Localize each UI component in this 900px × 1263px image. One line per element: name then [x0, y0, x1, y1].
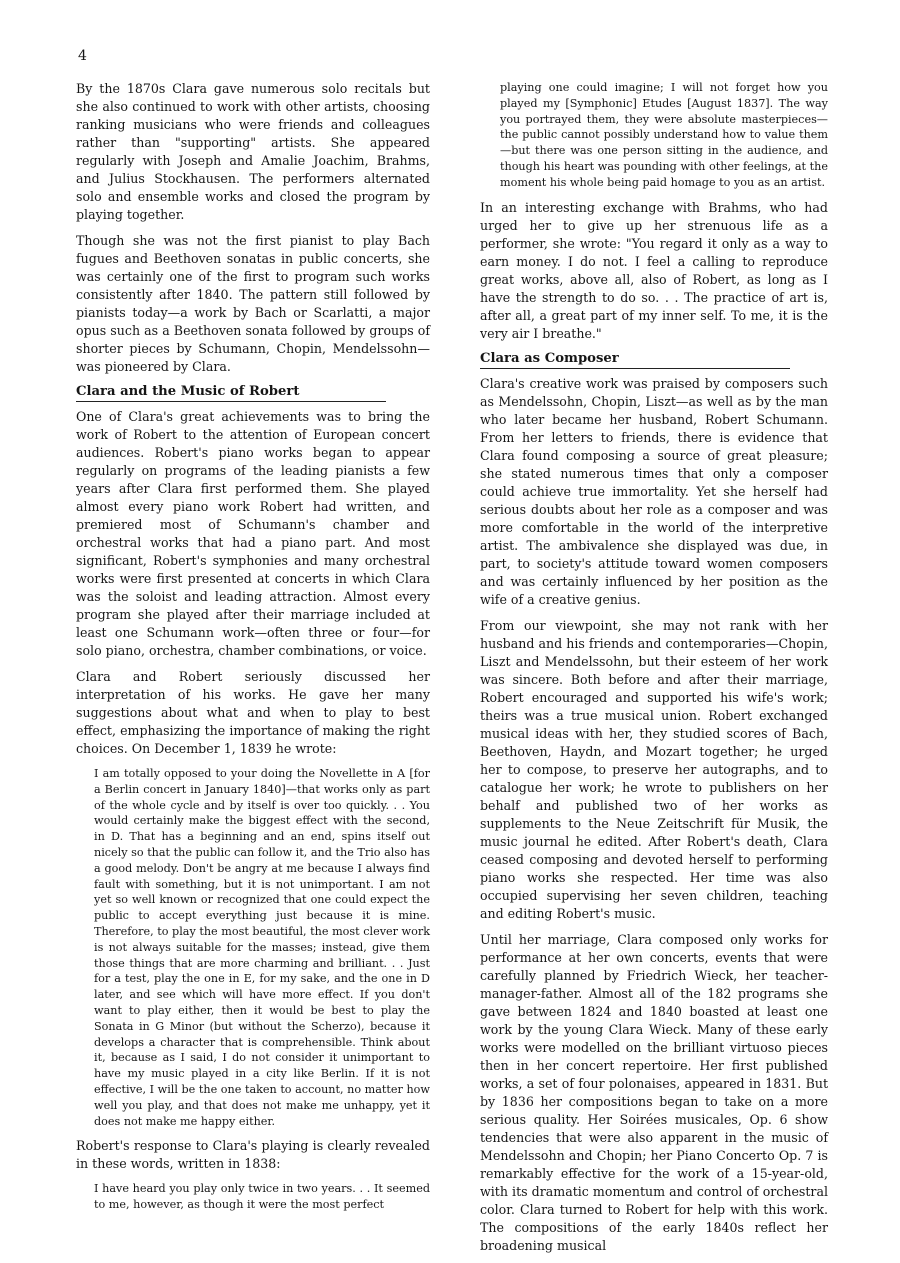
right-column — [480, 80, 828, 1263]
block-quote-continued: playing one could imagine; I will not forget how you played my [Symphonic] Etudes [August 1837]. The way you portrayed them, they were absolute masterpieces—the public cannot possibly understand how to value them—but there was one person sitting in the audience, and though his heart was pounding with other feelings, at the moment his whole being paid homage to you as an artist. — [500, 81, 828, 189]
paragraph-until-marriage: Until her marriage, Clara composed only works for performance at her own concerts, events that were carefully planned by Friedrich Wieck, her teacher-manager-father. Almost all of the 182 programs she gave between 1824 and 1840 boasted at least one work by the young Clara Wieck. Many of these early works were modelled on the brilliant virtuoso pieces then in her concert repertoire. Her first published works, a set of four polonaises, appeared in 1831. But by 1836 her compositions began to take on a more serious quality. Her Soirées musicales, Op. 6 show tendencies that were also apparent in the music of Mendelssohn and Chopin; her Piano Concerto Op. 7 is remarkably effective for the work of a 15-year-old, with its dramatic momentum and control of orchestral color. Clara turned to Robert for help with this work. The compositions of the early 1840s reflect her broadening musical — [480, 931, 828, 1253]
section-heading-clara-as-composer: Clara as Composer — [480, 351, 790, 369]
paragraph-creative-work: Clara's creative work was praised by composers such as Mendelssohn, Chopin, Liszt—as well as by the man who later became her husband, Robert Schumann. From her letters to friends, there is evidence that Clara found composing a source of great pleasure; she stated numerous times that only a composer could achieve true immortality. Yet she herself had serious doubts about her role as a composer and was more comfortable in the world of the interpretive artist. The ambivalence she displayed was due, in part, to society's attitude toward women composers and was certainly influenced by her position as the wife of a creative genius. — [480, 375, 828, 607]
left-column — [76, 80, 430, 1221]
paragraph-interpretation: Clara and Robert seriously discussed her interpretation of his works. He gave her many suggestions about what and when to play to best effect, emphasizing the importance of making the right choices. On December 1, 1839 he wrote: — [76, 669, 430, 756]
page-number: 4 — [78, 48, 87, 64]
paragraph-great-achievements: One of Clara's great achievements was to bring the work of Robert to the attention of European concert audiences. Robert's piano works began to appear regularly on programs of the leading pianists a few years after Clara first performed them. She played almost every piano work Robert had written, and premiered most of Schumann's chamber and orchestral works that had a piano part. And most significant, Robert's symphonies and many orchestral works were first presented at concerts in which Clara was the soloist and leading attraction. Almost every program she played after their marriage included at least one Schumann work—often three or four—for solo piano, orchestra, chamber combinations, or voice. — [76, 409, 430, 658]
paragraph-bach-fugues: Though she was not the first pianist to play Bach fugues and Beethoven sonatas in public concerts, she was certainly one of the first to program such works consistently after 1840. The pattern still followed by pianists today—a work by Bach or Scarlatti, a major opus such as a Beethoven sonata followed by groups of shorter pieces by Schumann, Chopin, Mendelssohn—was pioneered by Clara. — [76, 233, 430, 374]
paragraph-brahms-exchange: In an interesting exchange with Brahms, who had urged her to give up her strenuous life as a performer, she wrote: "You regard it only as a way to earn money. I do not. I feel a calling to reproduce great works, above all, also of Robert, as long as I have the strength to do so. . . The practice of art is, after all, a great part of my inner self. To me, it is the very air I breathe." — [480, 199, 828, 341]
section-heading-music-of-robert: Clara and the Music of Robert — [76, 384, 386, 402]
paragraph-our-viewpoint: From our viewpoint, she may not rank with her husband and his friends and contemporaries—Chopin, Liszt and Mendelssohn, but their esteem of her work was sincere. Both before and after their marriage, Robert encouraged and supported his wife's work; theirs was a true musical union. Robert exchanged musical ideas with her, they studied scores of Bach, Beethoven, Haydn, and Mozart together; he urged her to compose, to preserve her autographs, and to catalogue her work; he wrote to publishers on her behalf and published two of her works as supplements to the Neue Zeitschrift für Musik, the music journal he edited. After Robert's death, Clara ceased composing and devoted herself to performing piano works she respected. Her time was also occupied supervising her seven children, teaching and editing Robert's music. — [480, 617, 828, 921]
block-quote-novellette: I am totally opposed to your doing the Novellette in A [for a Berlin concert in January 1840]—that works only as part of the whole cycle and by itself is over too quickly. . . You would certainly make the biggest effect with the second, in D. That has a beginning and an end, spins itself out nicely so that the public can follow it, and the Trio also has a good melody. Don't be angry at me because I always find fault with something, but it is not unimportant. I am not yet so well known or recognized that one could expect the public to accept everything just because it is mine. Therefore, to play the most beautiful, the most clever work is not always suitable for the masses; instead, give them those things that are more charming and brilliant. . . Just for a test, play the one in E, for my sake, and the one in D later, and see which will have more effect. If you don't want to play either, then it would be best to play the Sonata in G Minor (but without the Scherzo), because it develops a character that is comprehensible. Think about it, because as I said, I do not consider it unimportant to have my music played in a city like Berlin. If it is not effective, I will be the one taken to account, no matter how well you play, and that does not make me unhappy, yet it does not make me happy either. — [94, 767, 430, 1128]
paragraph-solo-recitals: By the 1870s Clara gave numerous solo recitals but she also continued to work with other artists, choosing ranking musicians who were friends and colleagues rather than "supporting" artists. She appeared regularly with Joseph and Amalie Joachim, Brahms, and Julius Stockhausen. The performers alternated solo and ensemble works and closed the program by playing together. — [76, 81, 430, 222]
paragraph-roberts-response: Robert's response to Clara's playing is clearly revealed in these words, written in 1838: — [76, 1138, 430, 1172]
block-quote-heard-you-play: I have heard you play only twice in two years. . . It seemed to me, however, as though it were the most perfect — [94, 1182, 430, 1212]
